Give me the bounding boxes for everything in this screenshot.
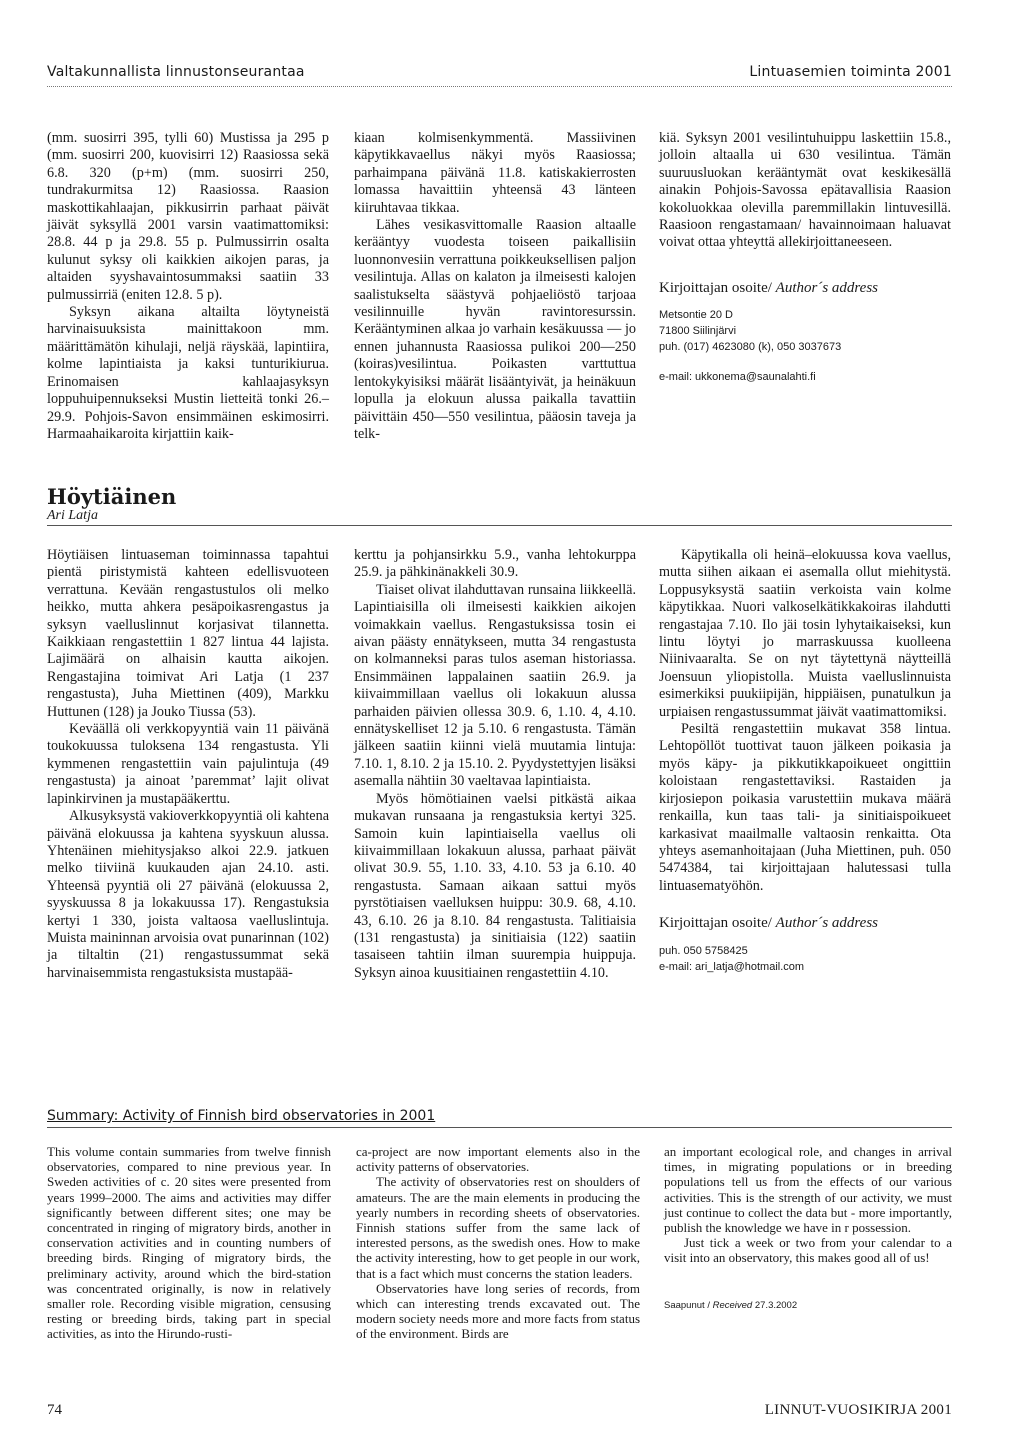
address-line: puh. (017) 4623080 (k), 050 3037673 bbox=[659, 341, 842, 354]
paragraph: Observatories have long series of records, from which can interesting trends excavated out. The modern society needs more and more facts from status of the environment. Birds are bbox=[356, 1280, 640, 1342]
paragraph: Keväällä oli verkkopyyntiä vain 11 päivänä toukokuussa tuloksena 134 rengastusta. Yli kymmenen rengastettiin vain pajulintuja (49 rengastusta) ja ainoat ’paremmat’ lajit olivat lapinkirvinen ja mustapääkerttu. bbox=[47, 721, 329, 807]
summary-col-3 bbox=[664, 1144, 952, 1313]
prev-col-3 bbox=[659, 130, 951, 385]
paragraph: Höytiäisen lintuaseman toiminnassa tapahtui pientä piristymistä kahteen edellisvuoteen verrattuna. Kevään rengastustulos oli melko heikko, mutta ahkera pesäpoikasrengastus ja syksyn vaelluslinnut korjasivat tilannetta. Kaikkiaan rengastettiin 1 827 lintua 44 lajista. Lajimäärä on alhaisin kautta aikojen. Rengastajina toimivat Ari Latja (1 237 rengastusta), Juha Miettinen (409), Markku Huttunen (128) ja Jouko Tiussa (53). bbox=[47, 547, 329, 720]
received-date bbox=[664, 1298, 952, 1313]
address-title bbox=[659, 915, 951, 932]
address-title-en: Author´s address bbox=[775, 279, 879, 296]
page-number: 74 bbox=[47, 1402, 62, 1418]
received-label-fi: Saapunut / bbox=[664, 1299, 713, 1311]
paragraph: Alkusyksystä vakioverkkopyyntiä oli kahtena päivänä elokuussa ja kahtena syyskuun alussa. Yhtenäinen miehitysjakso alkoi 22.9. jatkuen melko tiiviinä kuukauden ajan 24.10. asti. Yhteensä pyyntiä oli 27 päivänä (elokuussa 2, syyskuussa 8 ja lokakuussa 17). Rengastuksia kertyi 1 330, joista valtaosa vaelluslintuja. Muista maininnan arvoisia ovat punarinnan (102) ja tiltaltin (21) rengastussummat sekä harvinaisemmista rengastuksista mustapää- bbox=[47, 808, 329, 981]
running-header bbox=[47, 64, 952, 88]
section-col-2 bbox=[354, 547, 636, 982]
paragraph: Tiaiset olivat ilahduttavan runsaina liikkeellä. Lapintiaisilla oli ilmeisesti kaikkien aikojen voimakkain vaellus. Rengastuksissa tosin ei aivan päästy ennätykseen, mutta 34 rengastusta on kolmanneksi paras tulos aseman historiassa. Ensimmäinen lappalainen saatiin 26.9. ja kiivaimmillaan vaellus oli lokakuun alussa parhaiden päivien ollessa 30.9. 6, 1.10. 4, 4.10. ennätyskelliset 12 ja 5.10. 6 rengastusta. Tämän jälkeen saatiin kiinni vielä muutamia lintuja: 7.10. 1, 8.10. 2 ja 15.10. 2. Pyydystettyjen lisäksi asemalla nähtiin 30 vaeltavaa lapintiaista. bbox=[354, 581, 636, 790]
paragraph: The activity of observatories rest on shoulders of amateurs. The are the main elements in producing the yearly numbers in recording sheets of observatories. Finnish stations suffer from the same lack of interested persons, as the swedish ones. How to make the activity interesting, how to get people in our work, that is a fact which must concerns the station leaders. bbox=[356, 1174, 640, 1281]
summary-col-1 bbox=[47, 1144, 331, 1342]
paragraph: Just tick a week or two from your calendar to a visit into an observatory, this makes good all of us! bbox=[664, 1235, 952, 1266]
author-address bbox=[659, 280, 951, 385]
summary-title: Summary: Activity of Finnish bird observatories in 2001 bbox=[47, 1108, 436, 1124]
address-phone: puh. 050 5758425 bbox=[659, 944, 748, 957]
address-title-fi: Kirjoittajan osoite/ bbox=[659, 915, 776, 932]
address-title-fi: Kirjoittajan osoite/ bbox=[659, 279, 776, 296]
journal-title: LINNUT-VUOSIKIRJA 2001 bbox=[764, 1402, 952, 1418]
summary-col-2 bbox=[356, 1144, 640, 1342]
address-title-en: Author´s address bbox=[775, 915, 879, 932]
paragraph: This volume contain summaries from twelve finnish observatories, compared to nine previous year. In Sweden activities of c. 20 sites were presented from years 1999–2000. The aims and activities may differ significantly between different sites; one may be concentrated in ringing of migratory birds, another in conservation activities and in counting numbers of breeding birds. Ringing of migratory birds, the preliminary activity, around which the bird-station was concentrated originally, is now in relatively smaller role. Recording visible migration, censusing resting or breeding birds, taking part in special activities, as into the Hirundo-rusti- bbox=[47, 1144, 331, 1342]
header-left: Valtakunnallista linnustonseurantaa bbox=[47, 64, 305, 80]
paragraph: kiä. Syksyn 2001 vesilintuhuippu laskettiin 15.8., jolloin altaalla ui 630 vesilintua. Tämän suuruusluokan kerääntymät ovat keskikesällä ainakin Pohjois-Savossa epätavallisia Raasion kokoluokkaa olevilla paremmillakin lintuvesillä. Raasioon rengastamaan/ havainnoimaan haluavat voivat ottaa yhteyttä allekirjoittaneeseen. bbox=[659, 130, 951, 251]
prev-col-1 bbox=[47, 130, 329, 443]
received-date-value: 27.3.2002 bbox=[752, 1299, 798, 1311]
header-divider bbox=[47, 86, 952, 87]
section-author: Ari Latja bbox=[47, 508, 98, 523]
paragraph: kiaan kolmisenkymmentä. Massiivinen käpytikkavaellus näkyi myös Raasiossa; parhaimpana päivänä 11.8. katiskakierrosten lomassa havaittiin yhteensä 43 länteen kiiruhtavaa tikkaa. bbox=[354, 130, 636, 216]
address-title bbox=[659, 280, 951, 297]
section-rule bbox=[47, 525, 952, 526]
paragraph: an important ecological role, and changes in arrival times, in migrating populations or in breeding populations tell us from the effects of our various activities. This is the strength of our activity, we must just continue to collect the data but - more importantly, publish the knowledge we have in r possession. bbox=[664, 1144, 952, 1236]
paragraph: (mm. suosirri 395, tylli 60) Mustissa ja 295 p (mm. suosirri 200, kuovisirri 12) Raasiossa sekä 6.8. 320 (p+m) (mm. suosirri 250, tundrakurmitsa 12) Raasiossa. Raasion maskottikahlaajan, pikkusirrin parhaat päivät jäivät syksyllä 2001 varsin vaatimattomiksi: 28.8. 44 p ja 29.8. 55 p. Pulmussirrin osalta kulunut syksy oli kaikkien aikojen paras, ja altaiden syyshavaintosummaksi saatiin 33 pulmussirriä (eniten 12.8. 5 p). bbox=[47, 130, 329, 303]
author-address bbox=[659, 915, 951, 974]
received-label-en: Received bbox=[712, 1299, 753, 1311]
paragraph: kerttu ja pohjansirkku 5.9., vanha lehtokurppa 25.9. ja pähkinänakkeli 30.9. bbox=[354, 547, 636, 581]
paragraph: Myös hömötiainen vaelsi pitkästä aikaa mukavan runsaana ja rengastuksia kertyi 325. Samoin kuin lapintiaisella vaellus oli kiivaimmillaan lokakuun alussa, parhaat päivät olivat 30.9. 55, 1.10. 33, 4.10. 53 ja 6.10. 40 rengastusta. Samaan aikaan sattui myös pyrstötiaisen vaelluksen huippu: 30.9. 68, 4.10. 43, 6.10. 26 ja 8.10. 84 rengastusta. Talitiaisia (131 rengastusta) ja sinitiaisia (122) saatiin tasaiseen tahtiin ilman suurempia huippuja. Syksyn ainoa kuusitiainen rengastettiin 4.10. bbox=[354, 790, 636, 981]
section-col-1 bbox=[47, 547, 329, 982]
paragraph: Käpytikalla oli heinä–elokuussa kova vaellus, mutta siihen aikaan ei asemalla ollut miehitystä. Loppusyksystä saatiin verkoista vain kolme käpytikkaa. Nuori valkoselkätikkakoiras ilahdutti rengastajaa 7.10. Ilo jäi tosin lyhytaikaiseksi, kun lintu löytyi jo marraskuussa kuolleena Niinivaaralta. Se on nyt täytettynä näytteillä Joensuun yliopistolla. Muista vaelluslinnuista esimerkiksi puukiipijän, hippiäisen, punatulkun ja urpiaisen rengastussummat jäivät vaatimattomiksi. bbox=[659, 547, 951, 720]
paragraph: Syksyn aikana altailta löytyneistä harvinaisuuksista mainittakoon mm. määrittämätön kihulaji, neljä räyskää, lapintiira, kolme lapintiaista ja kaksi tunturikiurua. Erinomaisen kahlaajasyksyn loppuhuipennukseksi Mustin lietteitä tonki 26.–29.9. Pohjois-Savon ensimmäinen eskimosirri. Harmaahaikaroita kirjattiin kaik- bbox=[47, 304, 329, 442]
address-email: e-mail: ari_latja@hotmail.com bbox=[659, 960, 805, 973]
section-title: Höytiäinen bbox=[47, 484, 177, 509]
paragraph: Pesiltä rengastettiin mukavat 358 lintua. Lehtopöllöt tuottivat tauon jälkeen poikasia ja myös käpy- ja pikkutikkapoikueet ongittiin koloistaan rengastettaviksi. Rastaiden ja kirjosiepon poikasia varustettiin mukava määrä renkailla, kun taas tali- ja sinitiaispoikueet karkasivat maailmalle valtaosin renkaitta. Ota yhteys asemanhoitajaan (Juha Miettinen, puh. 050 5474384, tai kirjoittajaan halutessasi tulla lintuasematyöhön. bbox=[659, 721, 951, 894]
paragraph: Lähes vesikasvittomalle Raasion altaalle kerääntyy vuodesta toiseen paikallisiin luonnonvesiin verrattuna poikkeuksellisen paljon vesilintuja. Allas on kalaton ja ilmeisesti kalojen saalistukselta säästyvä pohjaeliöstö tarjoaa vesilinnuille hyvän ravintoresurssin. Kerääntyminen alkaa jo varhain kesäkuussa — jo ennen juhannusta Raasiossa pulikoi 200—250 (koiras)vesilintua. Poikasten varttuttua lentokykyisiksi määrät lisääntyivät, ja heinäkuun lopulla ja elokuun alussa paikalla tavattiin päivittäin 450—550 vesilintua, pääosin taveja ja telk- bbox=[354, 217, 636, 442]
address-line: Metsontie 20 D bbox=[659, 309, 733, 322]
address-line: 71800 Siilinjärvi bbox=[659, 325, 737, 338]
summary-rule bbox=[47, 1127, 952, 1128]
prev-col-2 bbox=[354, 130, 636, 443]
header-right: Lintuasemien toiminta 2001 bbox=[749, 64, 952, 80]
section-col-3 bbox=[659, 547, 951, 975]
paragraph: ca-project are now important elements also in the activity patterns of observatories. bbox=[356, 1144, 640, 1175]
address-email: e-mail: ukkonema@saunalahti.fi bbox=[659, 371, 816, 384]
